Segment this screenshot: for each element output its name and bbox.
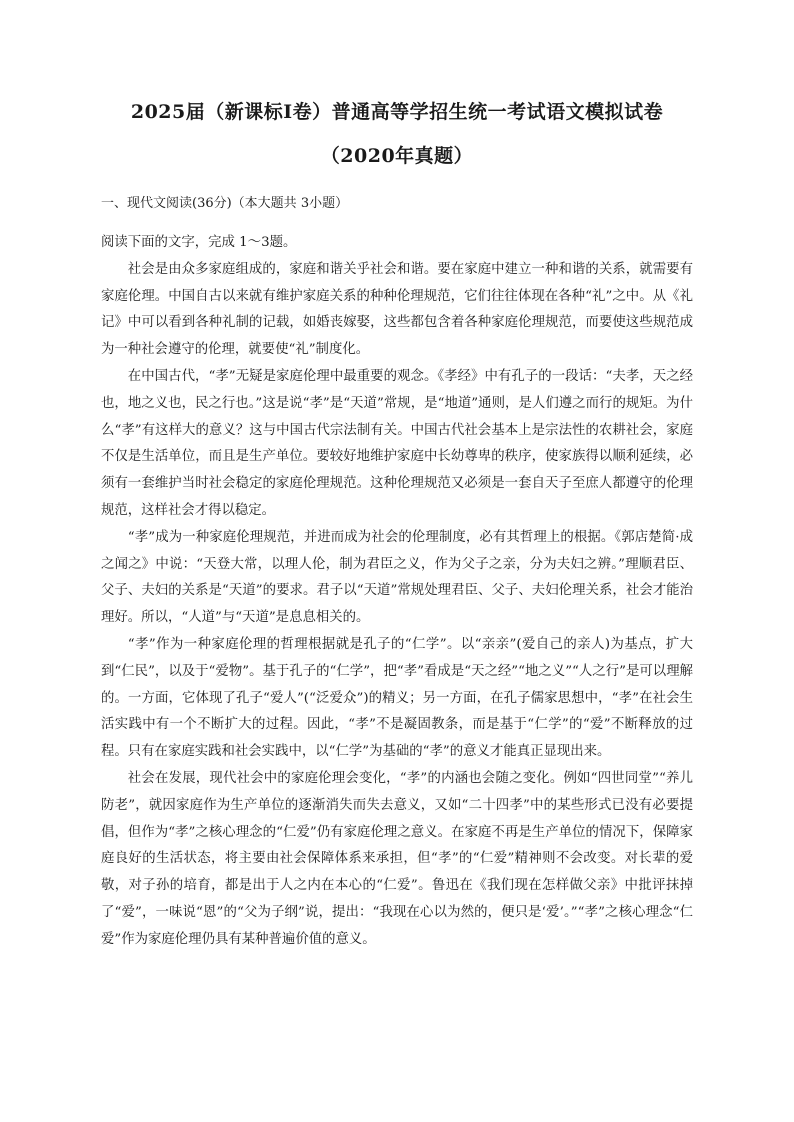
exam-subtitle: （2020年真题） — [320, 145, 474, 167]
reading-instruction: 阅读下面的文字，完成 1～3题。 — [101, 235, 297, 250]
passage-paragraph: 在中国古代，“孝”无疑是家庭伦理中最重要的观念。《孝经》中有孔子的一段话：“夫孝，天之经也，地之义也，民之行也。”这是说“孝”是“天道”常规，是“地道”通则，是人们遵之而行的规矩。为什么“孝”有这样大的意义？这与中国古代宗法制有关。中国古代社会基本上是宗法性的农耕社会，家庭不仅是生活单位，而且是生产单位。要较好地维护家庭中长幼尊卑的秩序，使家族得以顺利延续，必须有一套维护当时社会稳定的家庭伦理规范。这种伦理规范又必须是一套自天子至庶人都遵守的伦理规范，这样社会才得以稳定。 — [101, 368, 693, 518]
section-header: 一、现代文阅读(36分)（本大题共 3小题） — [101, 196, 349, 211]
passage-paragraph: “孝”成为一种家庭伦理规范，并进而成为社会的伦理制度，必有其哲理上的根据。《郭店楚简·成之闻之》中说：“天登大常，以理人伦，制为君臣之义，作为父子之亲，分为夫妇之辨。”理顺君臣、父子、夫妇的关系是“天道”的要求。君子以“天道”常规处理君臣、父子、夫妇伦理关系，社会才能治理好。所以，“人道”与“天道”是息息相关的。 — [101, 529, 693, 626]
passage-paragraph: 社会在发展，现代社会中的家庭伦理会变化，“孝”的内涵也会随之变化。例如“四世同堂”“养儿防老”，就因家庭作为生产单位的逐渐消失而失去意义，又如“二十四孝”中的某些形式已没有必要提倡，但作为“孝”之核心理念的“仁爱”仍有家庭伦理之意义。在家庭不再是生产单位的情况下，保障家庭良好的生活状态，将主要由社会保障体系来承担，但“孝”的“仁爱”精神则不会改变。对长辈的爱敬，对子孙的培育，都是出于人之内在本心的“仁爱”。鲁迅在《我们现在怎样做父亲》中批评抹掉了“爱”，一味说“恩”的“父为子纲”说，提出：“我现在心以为然的，便只是‘爱’。”“孝”之核心理念“仁爱”作为家庭伦理仍具有某种普遍价值的意义。 — [101, 770, 693, 947]
passage-paragraph: 社会是由众多家庭组成的，家庭和谐关乎社会和谐。要在家庭中建立一种和谐的关系，就需要有家庭伦理。中国自古以来就有维护家庭关系的种种伦理规范，它们往往体现在各种“礼”之中。从《礼记》中可以看到各种礼制的记载，如婚丧嫁娶，这些都包含着各种家庭伦理规范，而要使这些规范成为一种社会遵守的伦理，就要使“礼”制度化。 — [101, 261, 693, 358]
passage-paragraph: “孝”作为一种家庭伦理的哲理根据就是孔子的“仁学”。以“亲亲”(爱自己的亲人)为基点，扩大到“仁民”，以及于“爱物”。基于孔子的“仁学”，把“孝”看成是“天之经”“地之义”“人之行”是可以理解的。一方面，它体现了孔子“爱人”(“泛爱众”)的精义；另一方面，在孔子儒家思想中，“孝”在社会生活实践中有一个不断扩大的过程。因此，“孝”不是凝固教条，而是基于“仁学”的“爱”不断释放的过程。只有在家庭实践和社会实践中，以“仁学”为基础的“孝”的意义才能真正显现出来。 — [101, 636, 693, 760]
reading-passage — [101, 230, 693, 954]
exam-title: 2025届（新课标Ⅰ卷）普通高等学招生统一考试语文模拟试卷 — [130, 101, 664, 123]
